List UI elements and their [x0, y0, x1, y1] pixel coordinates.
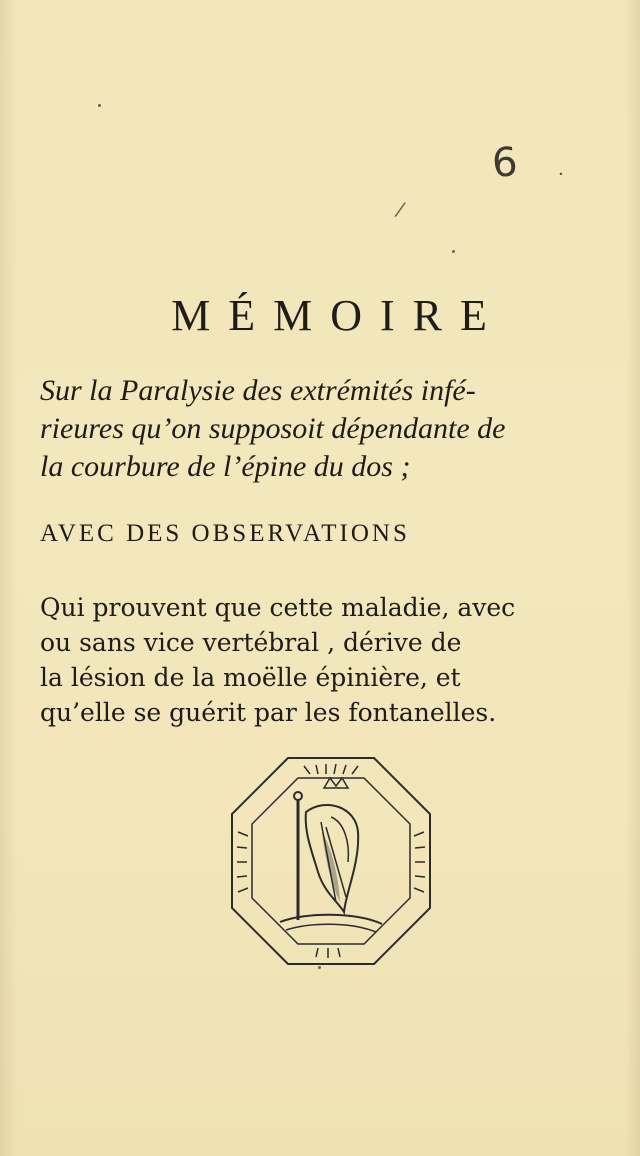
page-title: MÉMOIRE — [171, 291, 505, 340]
stamp-seal-icon — [226, 752, 436, 970]
body-text: Qui prouvent que cette maladie, avec ou sans vice vertébral , dérive de la lésion de la moëlle épinière, et qu’elle se guérit par les fontanelles. — [40, 593, 516, 727]
page-right-edge — [626, 0, 640, 1156]
folio-mark: 6 — [490, 139, 520, 187]
paper-speck — [98, 104, 101, 107]
paper-speck — [318, 966, 321, 969]
page-left-edge — [0, 0, 18, 1156]
folio-dot: · — [558, 164, 564, 185]
subtitle: Sur la Paralysie des extrémités infé- rieures qu’on supposoit dépendante de la courbure de l’épine du dos ; — [40, 374, 506, 483]
paper-speck — [452, 250, 455, 253]
library-stamp — [226, 752, 436, 970]
observations-heading: AVEC DES OBSERVATIONS — [40, 520, 410, 547]
pencil-mark: / — [393, 196, 408, 222]
